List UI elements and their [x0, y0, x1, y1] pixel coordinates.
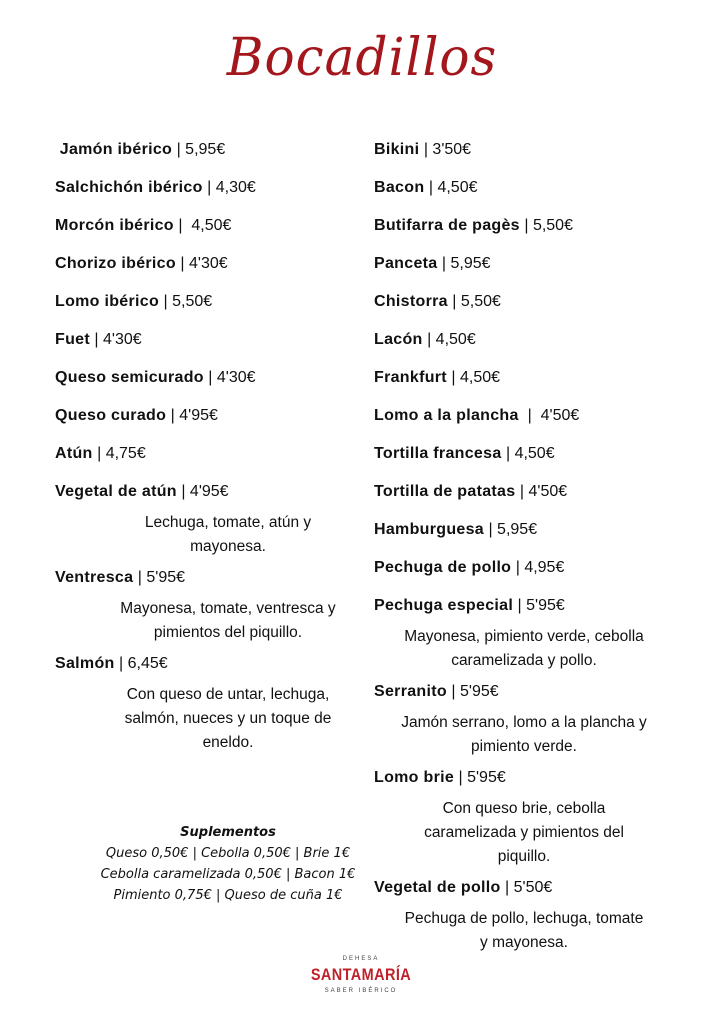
item-name: Chistorra — [374, 293, 448, 310]
menu-item — [374, 759, 674, 797]
item-description: Mayonesa, pimiento verde, cebolla — [404, 628, 644, 645]
menu-item — [374, 359, 674, 397]
item-price: | 4'95€ — [166, 407, 218, 424]
item-name: Panceta — [374, 255, 438, 272]
item-price: | 5,95€ — [172, 141, 226, 158]
item-name: Lacón — [374, 331, 423, 348]
item-name: Tortilla francesa — [374, 445, 502, 462]
item-name: Atún — [55, 445, 93, 462]
menu-item — [374, 207, 674, 245]
suplementos-heading: Suplementos — [180, 825, 276, 840]
item-price: | 4'30€ — [175, 255, 228, 272]
item-name: Lomo ibérico — [55, 293, 160, 310]
item-description: caramelizada y pimientos del — [424, 824, 624, 841]
item-name: Salmón — [55, 655, 115, 672]
item-description: pimientos del piquillo. — [153, 624, 303, 641]
item-description: Mayonesa, tomate, ventresca y — [120, 600, 336, 617]
suplementos-line: Pimiento 0,75€ | Queso de cuña 1€ — [113, 888, 343, 903]
logo-bottom-text: SABER IBÉRICO — [324, 988, 398, 994]
item-description: Jamón serrano, lomo a la plancha y — [401, 714, 647, 731]
item-price: | 4,50€ — [424, 179, 478, 196]
left-column — [55, 131, 401, 755]
item-description: pimiento verde. — [471, 738, 577, 755]
menu-item — [55, 321, 401, 359]
item-price: | 4,95€ — [511, 559, 565, 576]
item-price: | 5'95€ — [513, 597, 565, 614]
menu-item — [374, 397, 674, 435]
item-name: Jamón ibérico — [55, 141, 173, 158]
menu-item — [374, 673, 674, 711]
suplementos-line: Queso 0,50€ | Cebolla 0,50€ | Brie 1€ — [105, 846, 351, 861]
menu-item — [374, 321, 674, 359]
item-name: Vegetal de pollo — [374, 879, 501, 896]
item-price: | 5,50€ — [159, 293, 213, 310]
item-name: Lomo a la plancha — [374, 407, 519, 424]
item-price: | 5'95€ — [446, 683, 499, 700]
menu-item — [55, 397, 401, 435]
item-description: mayonesa. — [190, 538, 266, 555]
item-name: Hamburguesa — [374, 521, 484, 538]
item-name: Queso curado — [55, 407, 167, 424]
item-price: | 4'30€ — [89, 331, 142, 348]
menu-item — [55, 645, 401, 683]
item-name: Vegetal de atún — [55, 483, 177, 500]
item-price: | 4,30€ — [202, 179, 256, 196]
item-name: Bikini — [374, 141, 420, 158]
item-description: caramelizada y pollo. — [451, 652, 597, 669]
item-description: piquillo. — [497, 848, 551, 865]
item-price: | 5'95€ — [133, 569, 186, 586]
item-price: | 4'95€ — [176, 483, 229, 500]
item-name: Butifarra de pagès — [374, 217, 520, 234]
item-name: Queso semicurado — [55, 369, 204, 386]
item-name: Tortilla de patatas — [374, 483, 516, 500]
item-price: | 6,45€ — [114, 655, 168, 672]
item-name: Serranito — [374, 683, 447, 700]
menu-item — [374, 511, 674, 549]
menu-item — [374, 131, 674, 169]
suplementos-section — [40, 822, 416, 906]
brand-logo — [300, 956, 422, 994]
item-name: Frankfurt — [374, 369, 447, 386]
item-name: Ventresca — [55, 569, 134, 586]
item-price: | 5'50€ — [500, 879, 553, 896]
item-name: Lomo brie — [374, 769, 455, 786]
menu-item — [55, 169, 401, 207]
item-name: Morcón ibérico — [55, 217, 174, 234]
menu-title: Bocadillos — [226, 26, 498, 88]
item-name: Fuet — [55, 331, 90, 348]
menu-item — [55, 559, 401, 597]
item-description: y mayonesa. — [480, 934, 568, 951]
menu-item — [374, 587, 674, 625]
item-description: Pechuga de pollo, lechuga, tomate — [404, 910, 644, 927]
menu-item — [374, 169, 674, 207]
item-description: Lechuga, tomate, atún y — [144, 514, 312, 531]
logo-top-text: DEHESA — [342, 956, 380, 962]
right-column — [374, 131, 674, 955]
item-price: | 5,50€ — [519, 217, 573, 234]
menu-item — [55, 245, 401, 283]
item-name: Chorizo ibérico — [55, 255, 176, 272]
item-price: | 4,50€ — [501, 445, 555, 462]
menu-item — [55, 473, 401, 511]
item-price: | 5'95€ — [454, 769, 506, 786]
menu-item — [374, 283, 674, 321]
item-price: | 3'50€ — [419, 141, 472, 158]
item-price: | 4,50€ — [446, 369, 501, 386]
item-price: | 4'50€ — [515, 483, 568, 500]
item-price: | 5,50€ — [447, 293, 501, 310]
item-price: | 4,50€ — [422, 331, 476, 348]
menu-item — [374, 869, 674, 907]
item-price: | 4,75€ — [92, 445, 146, 462]
suplementos-line: Cebolla caramelizada 0,50€ | Bacon 1€ — [100, 867, 356, 882]
item-description: eneldo. — [202, 734, 254, 751]
menu-item — [55, 359, 401, 397]
item-name: Bacon — [374, 179, 425, 196]
item-price: | 4'50€ — [518, 407, 580, 424]
item-price: | 4'30€ — [203, 369, 256, 386]
logo-main-text: SANTAMARÍA — [310, 965, 412, 984]
menu-item — [374, 473, 674, 511]
menu-item — [374, 549, 674, 587]
menu-item — [374, 435, 674, 473]
item-name: Salchichón ibérico — [55, 179, 203, 196]
menu-item — [374, 245, 674, 283]
menu-item — [55, 131, 401, 169]
item-description: salmón, nueces y un toque de — [124, 710, 332, 727]
item-description: Con queso brie, cebolla — [442, 800, 606, 817]
item-price: | 5,95€ — [484, 521, 538, 538]
item-name: Pechuga especial — [374, 597, 514, 614]
item-name: Pechuga de pollo — [374, 559, 512, 576]
item-description: Con queso de untar, lechuga, — [126, 686, 330, 703]
menu-item — [55, 435, 401, 473]
menu-item — [55, 283, 401, 321]
item-price: | 4,50€ — [173, 217, 232, 234]
item-price: | 5,95€ — [437, 255, 491, 272]
menu-item — [55, 207, 401, 245]
